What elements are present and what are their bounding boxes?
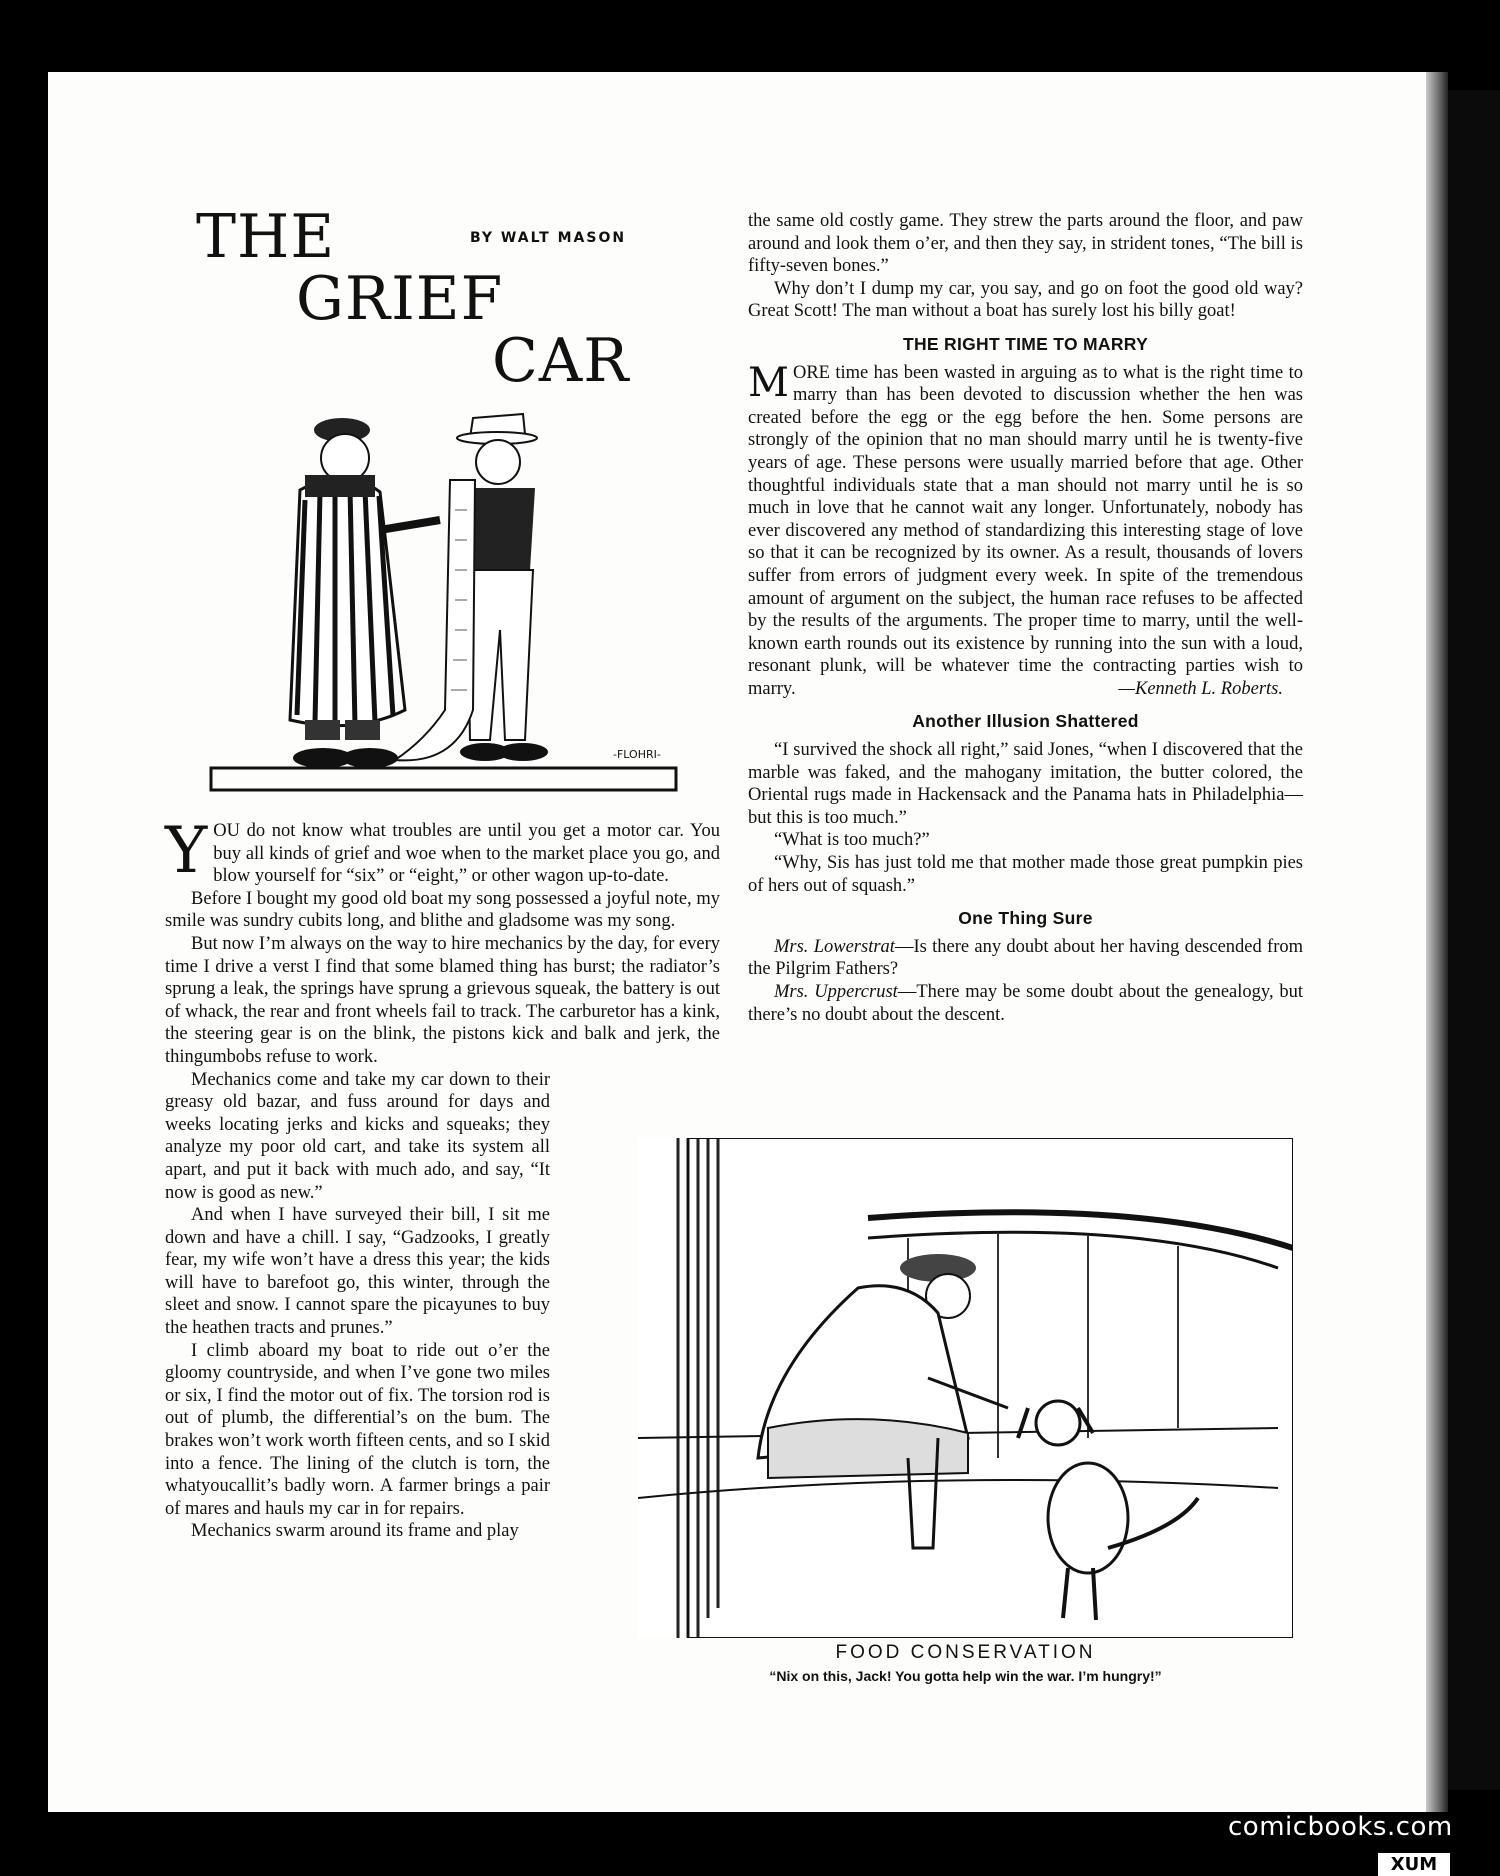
paragraph-3: But now I’m always on the way to hire mechanics by the day, for every time I drive a verst I find that some blamed thing has burst; the radiator’s sprung a leak, the springs have sprung a grievous squeak, the battery is out of whack, the rear and front wheels fail to track. The carburetor has a kink, the steering gear is on the blink, the pistons kick and balk and jerk, the thingumbobs refuse to work. — [165, 933, 720, 1067]
page-spine — [1426, 72, 1448, 1812]
heading-one-thing-sure: One Thing Sure — [958, 908, 1093, 929]
title-line-3: CAR — [492, 326, 630, 396]
illusion-paragraph-2: “What is too much?” — [774, 830, 930, 851]
paragraph-2: Before I bought my good old boat my song possessed a joyful note, my smile was sundry cubits long, and blithe and gladsome was my song. — [165, 888, 720, 932]
sure-paragraph-2 — [748, 981, 1303, 1026]
title-line-2: GRIEF — [296, 264, 504, 334]
heading-another-illusion: Another Illusion Shattered — [912, 711, 1139, 732]
continued-paragraph-2: Why don’t I dump my car, you say, and go on foot the good old way? Great Scott! The man without a boat has surely lost his billy goat! — [748, 278, 1303, 322]
illusion-paragraph-1: “I survived the shock all right,” said Jones, “when I discovered that the marble was faked, and the mahogany imitation, the butter colored, the Oriental rugs made in Hackensack and the Panama hats in Philadelphia—but this is too much.” — [748, 740, 1303, 828]
marry-signature: —Kenneth L. Roberts. — [1118, 678, 1283, 699]
dropcap-y: Y — [165, 814, 208, 888]
sure-paragraph-1 — [748, 936, 1303, 981]
dropcap-m: M — [748, 359, 789, 406]
speaker-uppercrust: Mrs. Uppercrust — [774, 982, 898, 1002]
paragraph-7: Mechanics swarm around its frame and play — [191, 1521, 519, 1542]
sure-line-2: —There may be some doubt about the genealogy, but there’s no doubt about the descent. — [748, 982, 1303, 1025]
continued-paragraph-1: the same old costly game. They strew the parts around the floor, and paw around and look them o’er, and then they say, in strident tones, “The bill is fifty-seven bones.” — [748, 211, 1303, 277]
paragraph-5: And when I have surveyed their bill, I sit me down and have a chill. I say, “Gadzooks, I greatly fear, my wife won’t have a dress this year; the kids will have to barefoot go, this winter, through the sleet and snow. I cannot spare the picayunes to buy the heathen tracts and prunes.” — [165, 1205, 550, 1339]
marry-paragraph — [748, 359, 1303, 701]
cartoon-quote: “Nix on this, Jack! You gotta help win the war. I’m hungry!” — [769, 1668, 1162, 1684]
grief-car-illustration — [205, 380, 680, 800]
illusion-paragraph-3: “Why, Sis has just told me that mother made those great pumpkin pies of hers out of squash.” — [748, 853, 1303, 896]
food-conservation-cartoon — [638, 1138, 1293, 1638]
heading-right-time-to-marry: THE RIGHT TIME TO MARRY — [902, 333, 1149, 354]
title-line-1: THE — [196, 202, 336, 272]
corner-tag: XUM — [1378, 1853, 1450, 1876]
watermark: comicbooks.com — [1228, 1812, 1453, 1842]
marry-text: ORE time has been wasted in arguing as to what is the right time to marry than has been devoted to discussion whether the hen was created before the egg or the egg before the hen. Some persons are strongly of the opinion that no man should marry until he is twenty-five years of age. These persons were usually married before that age. Other thoughtful individuals state that a man should not marry until he is so much in love that he cannot wait any longer. Unfortunately, nobody has ever discovered any method of standardizing this interesting stage of love so that it can be recognized by its owner. As a result, thousands of lovers suffer from errors of judgment every week. In spite of the tremendous amount of argument on the subject, the human race refuses to be affected by the results of the arguments. The proper time to marry, until the well-known earth rounds out its existence by running into the sun with a loud, resonant plunk, will be whatever time the contracting parties wish to marry. — [748, 362, 1303, 699]
paragraph-1-text: OU do not know what troubles are until you get a motor car. You buy all kinds of grief and woe when to the market place you go, and blow yourself for “six” or “eight,” or other wagon up-to-date. — [213, 821, 720, 887]
page-edge — [1448, 90, 1500, 1790]
paragraph-4: Mechanics come and take my car down to their greasy old bazar, and fuss around for days and weeks locating jerks and kicks and squeaks; they analyze my poor old cart, and take its system all apart, and put it back with much ado, and say, “It now is good as new.” — [165, 1069, 550, 1203]
illustration-signature: -FLOHRI- — [613, 748, 661, 761]
right-column — [748, 210, 1303, 1026]
speaker-lowerstrat: Mrs. Lowerstrat — [774, 936, 895, 957]
paragraph-6: I climb aboard my boat to ride out o’er the gloomy countryside, and when I’ve gone two miles or six, I find the motor out of fix. The torsion rod is out of plumb, the differential’s on the bum. The brakes won’t work worth fifteen cents, and so I skid into a fence. The lining of the clutch is torn, the whatyoucallit’s badly worn. A farmer brings a pair of mares and hauls my car in for repairs. — [165, 1340, 550, 1519]
cartoon-title: FOOD CONSERVATION — [835, 1642, 1096, 1663]
paragraph-1 — [165, 814, 720, 888]
sure-line-1: —Is there any doubt about her having descended from the Pilgrim Fathers? — [748, 936, 1304, 980]
byline: BY WALT MASON — [470, 230, 627, 246]
cartoon-caption — [638, 1642, 1293, 1684]
grief-car-body — [165, 814, 720, 1543]
